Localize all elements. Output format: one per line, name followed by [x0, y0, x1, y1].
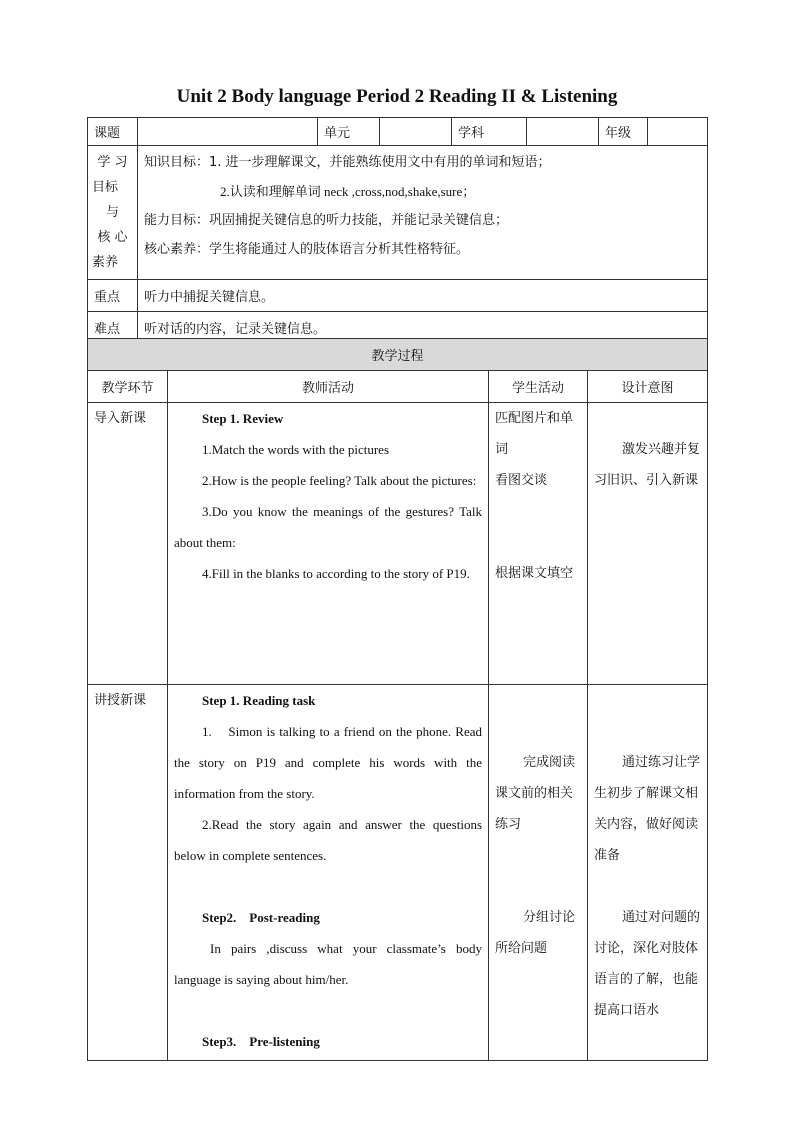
activity-item: 2.Read the story again and answer the questions below in complete sentences. [174, 817, 482, 863]
process-header-row [88, 371, 708, 403]
table-row [88, 403, 708, 685]
topic-label: 课题 [88, 118, 138, 146]
teacher-activity-cell [168, 403, 489, 685]
key-point-label: 重点 [88, 280, 138, 312]
activity-item: 3.Do you know the meanings of the gestures? Talk about them: [174, 504, 482, 550]
step-heading: Step3. Pre-listening [202, 1034, 320, 1049]
header-teacher: 教师活动 [168, 371, 489, 403]
process-section-title: 教学过程 [88, 339, 708, 371]
topic-value [138, 118, 318, 146]
unit-value [380, 118, 452, 146]
knowledge-objective: 知识目标：1. 进一步理解课文，并能熟练使用文中有用的单词和短语； [144, 155, 551, 170]
objectives-label-line: 目标 [92, 180, 119, 195]
design-intent: 通过练习让学生初步了解课文相关内容，做好阅读准备 [594, 755, 701, 863]
subject-label: 学科 [452, 118, 527, 146]
header-stage: 教学环节 [88, 371, 168, 403]
objectives-label-line: 素养 [92, 255, 119, 270]
objectives-row [88, 146, 708, 280]
student-activity: 看图交谈 [495, 473, 548, 488]
core-literacy-objective: 核心素养：学生将能通过人的肢体语言分析其性格特征。 [144, 242, 470, 257]
process-section-row [88, 339, 708, 371]
objectives-content [138, 146, 708, 280]
objectives-label [88, 146, 138, 280]
lesson-info-table [87, 117, 708, 344]
ability-objective: 能力目标：巩固捕捉关键信息的听力技能，并能记录关键信息； [144, 213, 509, 228]
design-intent: 通过对问题的讨论，深化对肢体语言的了解，也能提高口语水 [594, 910, 701, 1018]
student-activity: 分组讨论所给问题 [495, 910, 576, 956]
teaching-process-table [87, 338, 708, 1061]
activity-item: 1.Match the words with the pictures [202, 442, 390, 457]
intent-cell [588, 403, 708, 685]
student-activity: 根据课文填空 [495, 566, 574, 581]
difficulty-text: 听对话的内容，记录关键信息。 [138, 312, 708, 344]
activity-item: 4.Fill in the blanks to according to the story of P19. [202, 566, 470, 581]
objectives-label-line: 核 心 [97, 230, 128, 245]
header-student: 学生活动 [489, 371, 588, 403]
subject-value [527, 118, 599, 146]
difficulty-label: 难点 [88, 312, 138, 344]
activity-item: 1. Simon is talking to a friend on the phone. Read the story on P19 and complete his words with the information from the story. [174, 724, 486, 801]
document-title: Unit 2 Body language Period 2 Reading II & Listening [176, 86, 618, 107]
table-row [88, 685, 708, 1061]
step-heading: Step2. Post-reading [202, 910, 320, 925]
student-activity-cell [489, 685, 588, 1061]
student-activity: 匹配图片和单词 [495, 411, 574, 457]
header-intent: 设计意图 [588, 371, 708, 403]
stage-cell: 讲授新课 [88, 685, 168, 1061]
grade-label: 年级 [599, 118, 648, 146]
step-heading: Step 1. Reading task [202, 693, 316, 708]
step-heading: Step 1. Review [202, 411, 284, 426]
header-row [88, 118, 708, 146]
key-point-text: 听力中捕捉关键信息。 [138, 280, 708, 312]
objectives-label-line: 学 习 [97, 155, 128, 170]
unit-label: 单元 [318, 118, 380, 146]
activity-item: 2.How is the people feeling? Talk about the pictures: [202, 473, 477, 488]
student-activity-cell [489, 403, 588, 685]
activity-item: In pairs ,discuss what your classmate’s body language is saying about him/her. [174, 941, 482, 987]
intent-cell [588, 685, 708, 1061]
stage-cell: 导入新课 [88, 403, 168, 685]
grade-value [648, 118, 708, 146]
teacher-activity-cell [168, 685, 489, 1061]
objectives-label-line: 与 [105, 205, 119, 220]
student-activity: 完成阅读课文前的相关练习 [495, 755, 576, 832]
vocabulary-objective: 2.认读和理解单词 neck ,cross,nod,shake,sure； [220, 184, 476, 199]
design-intent: 激发兴趣并复习旧识、引入新课 [594, 442, 701, 488]
key-point-row [88, 280, 708, 312]
